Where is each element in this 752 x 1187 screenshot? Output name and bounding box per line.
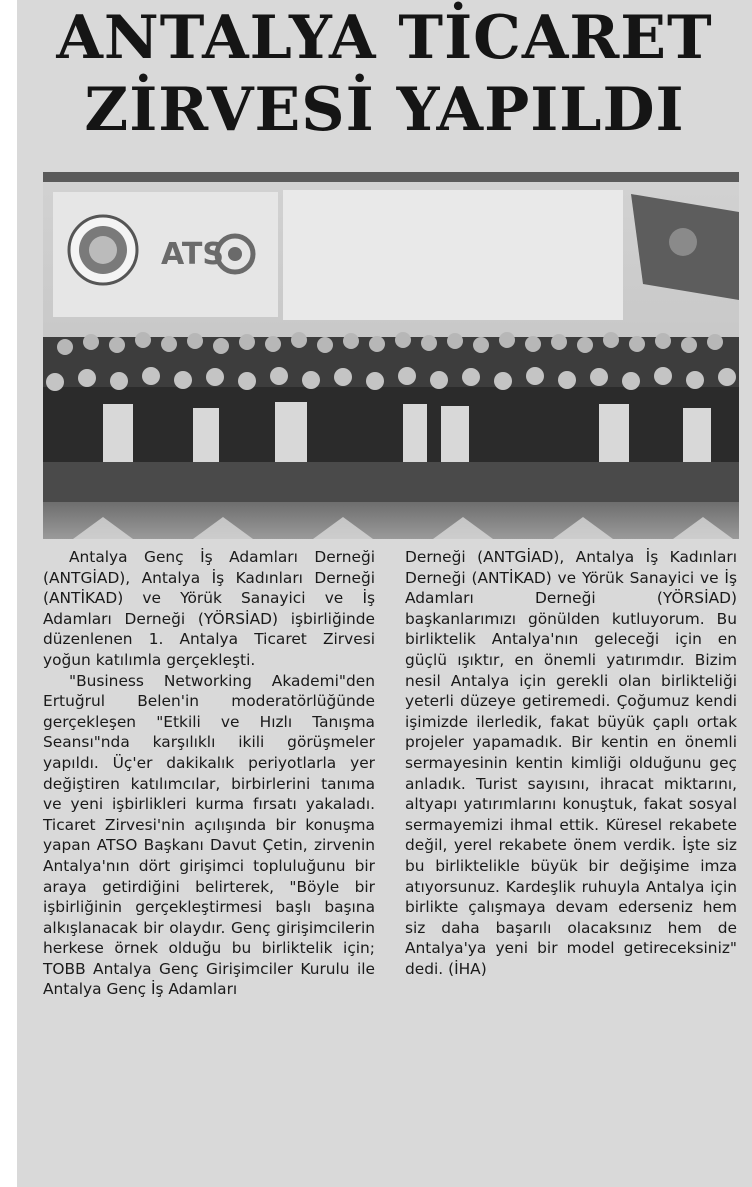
- svg-text:ATS: ATS: [161, 237, 224, 272]
- paragraph: Derneği (ANTGİAD), Antalya İş Kadınları Derneği (ANTİKAD) ve Yörük Sanayici ve İş Adamları Derneği (YÖRSİAD) başkanlarımızı gönülden kutluyorum. Bu birliktelik Antalya'nın geleceği için en güçlü ışıktır, en önemli yatırımdır. Bizim nesil Antalya için gerekli olan birlikteliği yeterli düzeye getiremedi. Çoğumuz kendi işimizde ilerledik, fakat büyük çaplı ortak projeler yapamadık. Bir kentin en önemli sermayesinin kentin kimliği olduğunu geç anladık. Turist sayısını, ihracat miktarını, altyapı yatırımlarını konuştuk, fakat sosyal sermayemizi ihmal ettik. Küresel rekabete değil, yerel rekabete önem verdik. İşte siz bu birliktelikle büyük bir değişime imza atıyorsunuz. Kardeşlik ruhuyla Antalya için birlikte çalışmaya devam ederseniz hem siz daha başarılı olacaksınız hem de Antalya'ya yeni bir model getireceksiniz" dedi. (İHA): [405, 548, 737, 978]
- headline-line-1: ANTALYA TİCARET: [56, 3, 713, 73]
- newspaper-clipping: [17, 0, 752, 1187]
- paragraph: Antalya Genç İş Adamları Derneği (ANTGİAD), Antalya İş Kadınları Derneği (ANTİKAD) ve Yörük Sanayici ve İş Adamları Derneği (YÖRSİAD) işbirliğinde düzenlenen 1. Antalya Ticaret Zirvesi yoğun katılımla gerçekleşti.: [43, 548, 375, 669]
- column-left: [43, 547, 375, 1000]
- headline: [17, 2, 752, 146]
- seal-icon: [69, 216, 137, 284]
- flag-icon: [631, 194, 739, 300]
- group-photo: [43, 172, 739, 539]
- article-body: [43, 547, 737, 1000]
- paragraph: "Business Networking Akademi"den Ertuğrul Belen'in moderatörlüğünde gerçekleşen "Etkili ve Hızlı Tanışma Seansı"nda karşılıklı ikili görüşmeler yapıldı. Üç'er dakikalık periyotlarla yer değiştiren katılımcılar, birbirlerini tanıma ve yeni işbirlikleri kurma fırsatı yakaladı. Ticaret Zirvesi'nin açılışında bir konuşma yapan ATSO Başkanı Davut Çetin, zirvenin Antalya'nın dört girişimci topluluğunu bir araya getirdiğini belirterek, "Böyle bir işbirliğinin gerçekleştirmesi başlı başına alkışlanacak bir olaydır. Genç girişimcilerin herkese örnek olduğu bu birliktelik için; TOBB Antalya Genç Girişimciler Kurulu ile Antalya Genç İş Adamları: [43, 671, 375, 999]
- column-right: [405, 547, 737, 1000]
- headline-line-2: ZİRVESİ YAPILDI: [84, 75, 685, 145]
